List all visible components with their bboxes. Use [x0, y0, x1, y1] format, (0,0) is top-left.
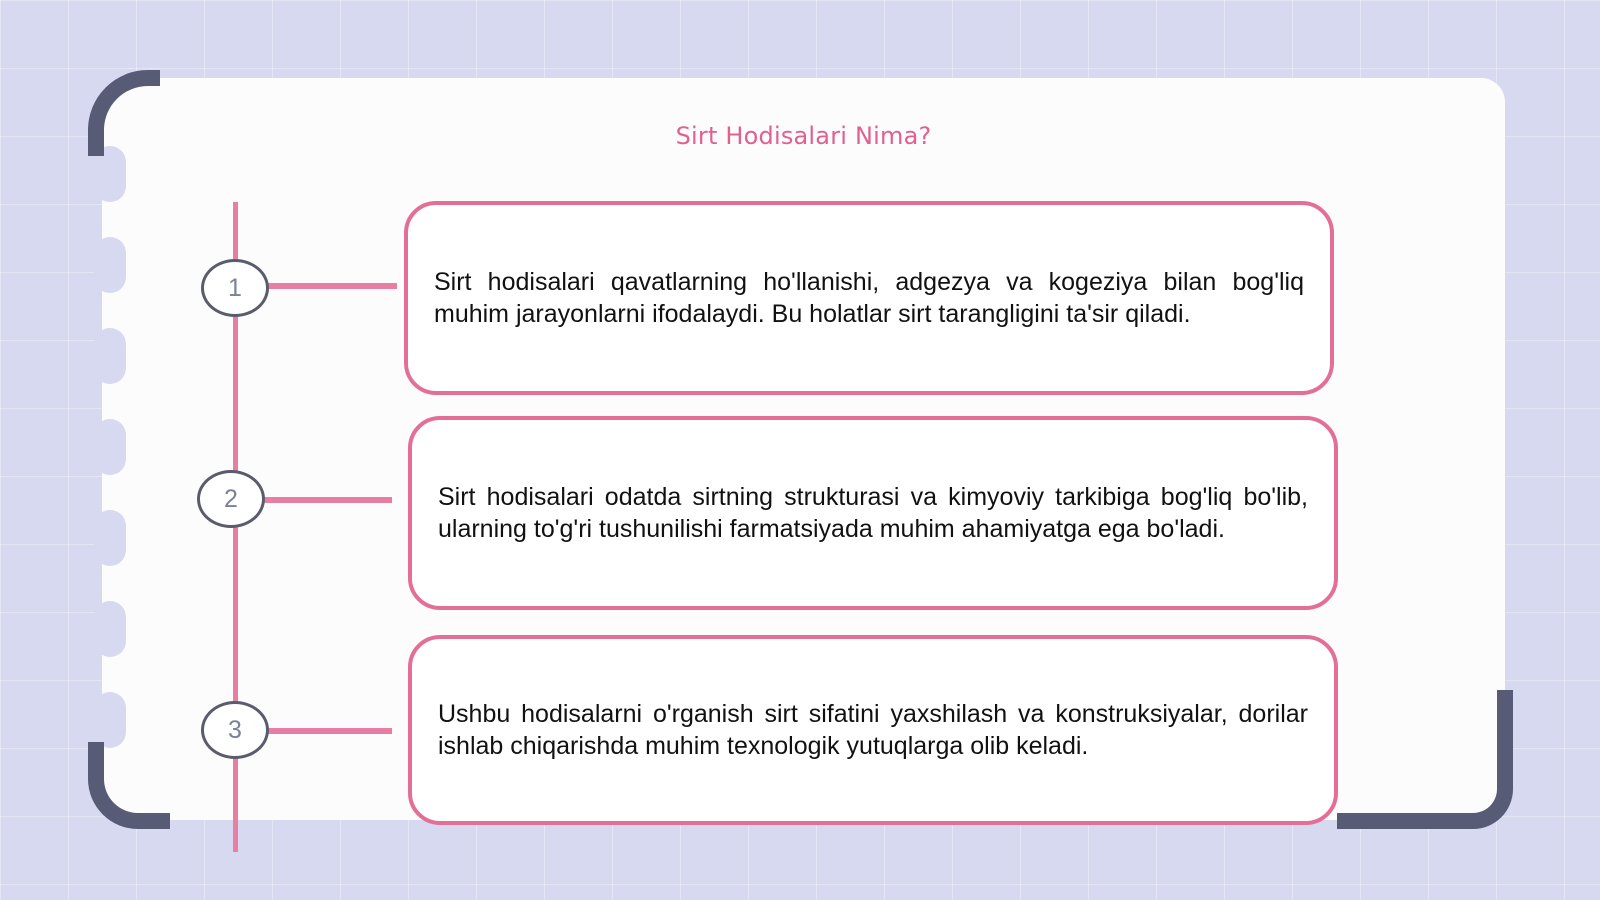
paper-notch	[94, 692, 126, 748]
paper-notch	[94, 601, 126, 657]
marker-number: 3	[228, 715, 242, 744]
corner-bracket-bottom-right	[1337, 690, 1513, 829]
corner-bracket-bottom-left	[88, 742, 170, 829]
marker-number: 2	[224, 484, 238, 513]
slide-title: Sirt Hodisalari Nima?	[675, 122, 932, 150]
paper-notch	[94, 419, 126, 475]
timeline-connector	[262, 283, 397, 289]
timeline-item-text: Ushbu hodisalarni o'rganish sirt sifatini yaxshilash va konstruksiyalar, dorilar ishlab chiqarishda muhim texnologik yutuqlarga olib keladi.	[438, 700, 1308, 760]
timeline-item-text: Sirt hodisalari odatda sirtning strukturasi va kimyoviy tarkibiga bog'liq bo'lib, ularning to'g'ri tushunilishi farmatsiyada muhim ahamiyatga ega bo'ladi.	[438, 483, 1308, 543]
timeline-connector	[258, 497, 392, 503]
timeline-marker	[197, 470, 265, 528]
timeline-marker	[201, 701, 269, 759]
paper-notch	[94, 510, 126, 566]
timeline-item-text: Sirt hodisalari qavatlarning ho'llanishi, adgezya va kogeziya bilan bog'liq muhim jarayonlarni ifodalaydi. Bu holatlar sirt tarangligini ta'sir qiladi.	[434, 268, 1304, 328]
paper-notch	[94, 237, 126, 293]
timeline-item-box	[404, 201, 1334, 395]
timeline-item-box	[408, 416, 1338, 610]
marker-number: 1	[228, 273, 242, 302]
paper-notch	[94, 328, 126, 384]
timeline-connector	[262, 728, 392, 734]
timeline-marker	[201, 259, 269, 317]
timeline-item-box	[408, 635, 1338, 825]
